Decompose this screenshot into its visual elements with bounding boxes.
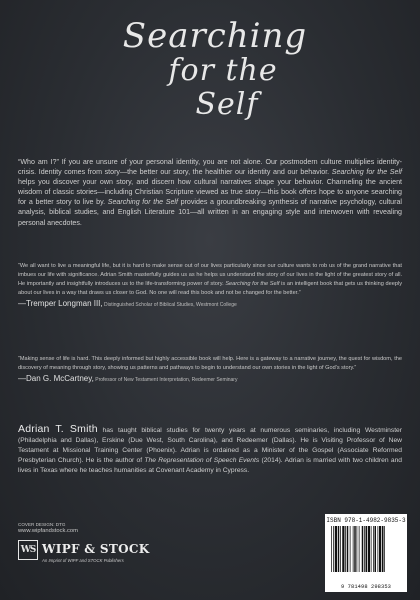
endorsement-text-part-1: “We all want to live a meaningful life, but it is hard to make sense out of our lives particularly since our culture wants to rob us of the grand narrative that imbues our life with significance. Adrian Smith masterfully guides us as he helps us understand the story of our lives in the light of the greatest story of all. He importantly and insightfully introduces us to the life-transforming power of story. [18, 263, 402, 288]
publisher-url: www.wipfandstock.com [18, 528, 78, 534]
title-line-2: for the [168, 53, 278, 88]
endorsement-text: “Making sense of life is hard. This deeply informed but highly accessible book will help. Here is a gateway to a narrative journey, the quest for wisdom, the discovery of meaning through story, showing us patterns and pathways to begin to understand our own stories in the light of God’s story.” [18, 356, 402, 372]
isbn-barcode [325, 514, 407, 592]
isbn-text: ISBN 978-1-4982-9835-3 [326, 517, 406, 524]
endorser-name: —Dan G. McCartney, [18, 374, 94, 384]
publisher-name: WIPF & STOCK [42, 542, 150, 556]
endorsement-text [18, 262, 402, 298]
endorsement-mccartney [18, 355, 402, 385]
publisher-tagline: An Imprint of WIPF and STOCK Publishers [42, 558, 124, 563]
endorser-name: —Tremper Longman III, [18, 299, 103, 309]
endorsement-attribution [18, 374, 402, 385]
title-line-1: Searching [122, 16, 308, 56]
cover-design-credit: COVER DESIGN: DTG [18, 522, 66, 527]
endorsement-text-part-2: is an intelligent book that gets us thinking deeply about our lives in a way that draws us closer to God. No one will read this book and not be changed for the better.” [18, 281, 403, 297]
barcode-bars-icon [331, 526, 401, 580]
title-line-3: Self [195, 87, 259, 122]
bio-text-1: has taught biblical studies for twenty years at numerous seminaries, including Westminster (Philadelphia and Dallas), Erskine (Due West, South Carolina), and Redeemer (Dallas). He is Visiting Professor of New Testament at Missional Training Center (Phoenix). Adrian is ordained as a Minister of the Gospel (Associate Reformed Presbyterian Church). He is the author of [18, 427, 402, 465]
barcode-digits: 9 781498 298353 [340, 584, 392, 590]
endorsement-book-title: Searching for the Self [225, 281, 280, 288]
endorsement-attribution [18, 299, 402, 310]
author-name: Adrian T. Smith [18, 423, 98, 435]
book-title [0, 18, 420, 122]
description-book-title-2: Searching for the Self [107, 198, 178, 207]
description-book-title-1: Searching for the Self [331, 168, 403, 177]
endorser-role: Professor of New Testament Interpretation, Redeemer Seminary [93, 377, 238, 384]
publisher-logo [18, 540, 150, 566]
cover-credits [18, 522, 78, 534]
publisher-mark-icon [18, 540, 38, 560]
description-text-1: “Who am I?” If you are unsure of your personal identity, you are not alone. Our postmodern culture multiplies identity-crisis. Identity comes from story—the better our story, the healthier our identity and our behavior. [18, 158, 402, 177]
publisher-mark-text: WS [20, 545, 36, 555]
book-description [18, 157, 402, 228]
description-text-2: helps you discover your own story, and discern how cultural narratives shape your behavior. Channeling the ancient wisdom of classic stories—including Christian Scripture viewed as true story—this book offers hope to anyone searching for a better story to live by. [18, 178, 402, 207]
endorsement-longman [18, 262, 402, 310]
bio-text-2: (2014). Adrian is married with two children and lives in Texas where he teaches humanities at Covenant Academy in Cypress. [18, 457, 403, 475]
description-text-3: provides a groundbreaking synthesis of narrative psychology, cultural analysis, biblical studies, and English Literature 101—all written in an engaging style and interwoven with revealing personal anecdotes. [18, 198, 403, 227]
endorser-role: Distinguished Scholar of Biblical Studies, Westmont College [102, 302, 237, 309]
author-bio [18, 424, 402, 476]
bio-book-title: The Representation of Speech Events [144, 457, 260, 465]
